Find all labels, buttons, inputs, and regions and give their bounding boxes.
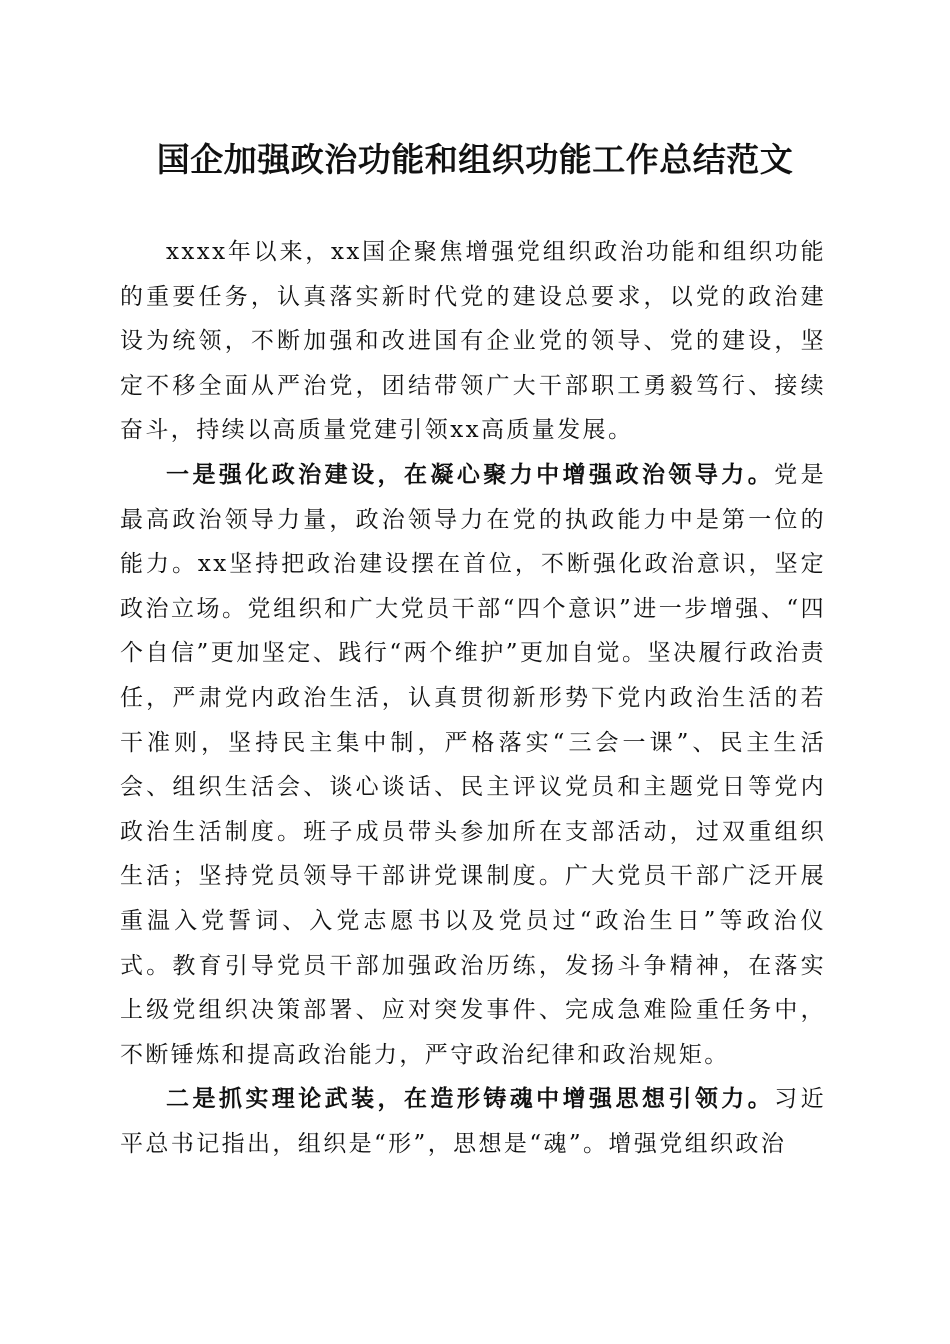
paragraph-text: 党是最高政治领导力量，政治领导力在党的执政能力中是第一位的能力。xx坚持把政治建设摆在首位，不断强化政治意识，坚定政治立场。党组织和广大党员干部“四个意识”进一步增强、“四个自信”更加坚定、践行“两个维护”更加自觉。坚决履行政治责任，严肃党内政治生活，认真贯彻新形势下党内政治生活的若干准则，坚持民主集中制，严格落实“三会一课”、民主生活会、组织生活会、谈心谈话、民主评议党员和主题党日等党内政治生活制度。班子成员带头参加所在支部活动，过双重组织生活；坚持党员领导干部讲党课制度。广大党员干部广泛开展重温入党誓词、入党志愿书以及党员过“政治生日”等政治仪式。教育引导党员干部加强政治历练，发扬斗争精神，在落实上级党组织决策部署、应对突发事件、完成急难险重任务中，不断锤炼和提高政治能力，严守政治纪律和政治规矩。 bbox=[120, 461, 826, 1068]
paragraph-text: 习近平总书记指出，组织是“形”，思想是“魂”。增强党组织政治 bbox=[120, 1086, 826, 1157]
document-body bbox=[120, 230, 826, 1166]
paragraph-lead: 一是强化政治建设，在凝心聚力中增强政治领导力。 bbox=[166, 460, 775, 488]
paragraph-lead: 二是抓实理论武装，在造形铸魂中增强思想引领力。 bbox=[166, 1085, 775, 1113]
document-title: 国企加强政治功能和组织功能工作总结范文 bbox=[156, 140, 794, 179]
paragraph-text: xxxx年以来，xx国企聚焦增强党组织政治功能和组织功能的重要任务，认真落实新时代党的建设总要求，以党的政治建设为统领，不断加强和改进国有企业党的领导、党的建设，坚定不移全面从严治党，团结带领广大干部职工勇毅笃行、接续奋斗，持续以高质量党建引领xx高质量发展。 bbox=[120, 239, 826, 444]
paragraph-intro bbox=[120, 230, 826, 453]
paragraph-theory-arming bbox=[120, 1077, 826, 1166]
paragraph-political-building bbox=[120, 453, 826, 1077]
